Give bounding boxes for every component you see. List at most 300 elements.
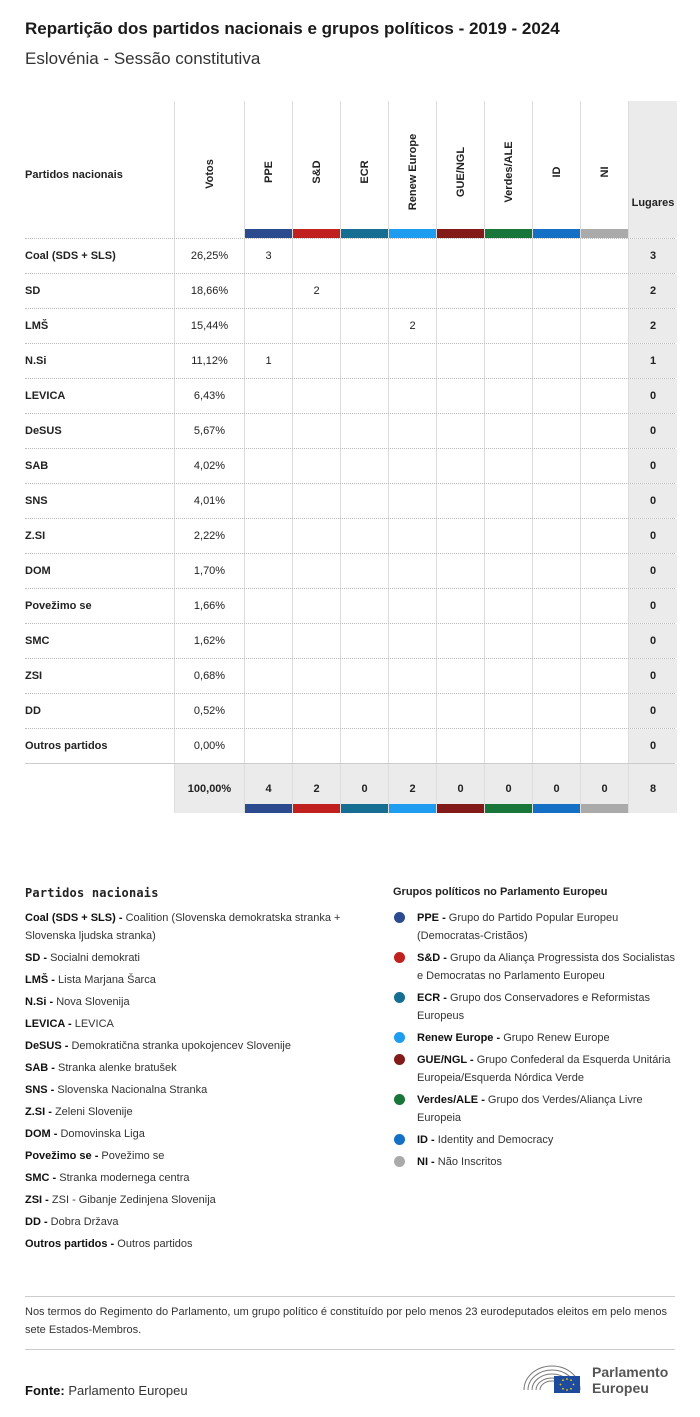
legend-parties-heading: Partidos nacionais [25,886,159,900]
group-column-header [245,101,293,238]
group-seat-cell: 1 [245,344,293,378]
group-seat-cell [245,729,293,763]
group-seat-cell [485,519,533,553]
group-seat-cell [485,729,533,763]
group-seat-cell [341,449,389,483]
group-total-value: 2 [313,782,320,795]
group-total-seats [245,764,293,813]
group-seat-cell [293,239,341,273]
legend-group-abbr: GUE/NGL - [417,1054,474,1066]
group-seat-cell [485,344,533,378]
party-votes: 26,25% [175,239,245,273]
party-name: SD [25,274,175,308]
group-seat-cell [389,519,437,553]
legend-party-name: Nova Slovenija [56,996,130,1008]
group-seat-cell [533,694,581,728]
group-seat-cell [245,589,293,623]
party-seats: 3 [629,239,677,273]
group-column-header [341,101,389,238]
legend-group-name: Grupo da Aliança Progressista dos Socialistas e Democratas no Parlamento Europeu [417,952,676,982]
group-total-seats [341,764,389,813]
table-row [25,273,675,308]
group-color-dot-icon [394,1054,405,1065]
table-row [25,728,675,763]
parliament-hemicycle-icon [520,1360,584,1394]
table-row [25,413,675,448]
group-header-text: PPE [262,160,275,183]
group-seat-cell [293,624,341,658]
group-seat-cell [581,274,629,308]
group-seat-cell [341,554,389,588]
group-total-seats [533,764,581,813]
table-row [25,448,675,483]
group-seat-cell [389,344,437,378]
group-seat-cell [533,274,581,308]
group-seat-cell [293,309,341,343]
legend-party-item [25,1125,365,1143]
party-name: SMC [25,624,175,658]
party-name: N.Si [25,344,175,378]
legend-party-abbr: Coal (SDS + SLS) - [25,912,123,924]
seats-column-header: Lugares [629,101,677,238]
party-name: DOM [25,554,175,588]
group-color-bar [437,804,484,813]
group-total-value: 0 [361,782,368,795]
group-seat-cell [293,414,341,448]
legend-group-item [393,989,683,1025]
table-row [25,553,675,588]
group-seat-cell [341,589,389,623]
total-seats: 8 [629,764,677,813]
group-seat-cell [581,309,629,343]
legend-group-abbr: Renew Europe - [417,1032,501,1044]
group-seat-cell [389,659,437,693]
group-seat-cell [245,554,293,588]
group-seat-cell [437,344,485,378]
party-votes: 0,68% [175,659,245,693]
group-seat-cell [293,729,341,763]
divider [25,1296,675,1297]
party-seats: 0 [629,449,677,483]
legend-group-abbr: PPE - [417,912,446,924]
group-seat-cell [533,659,581,693]
legend-group-abbr: NI - [417,1156,435,1168]
group-seat-cell [293,379,341,413]
legend-party-abbr: N.Si - [25,996,54,1008]
group-seat-cell [533,414,581,448]
group-seat-cell [245,659,293,693]
party-seats: 0 [629,379,677,413]
party-seats: 2 [629,274,677,308]
group-seat-cell [437,554,485,588]
legend-group-name: Grupo Renew Europe [503,1032,610,1044]
party-name: Outros partidos [25,729,175,763]
legend-party-abbr: LMŠ - [25,974,55,986]
party-name: SNS [25,484,175,518]
group-seat-cell [341,309,389,343]
legend-group-item [393,1051,683,1087]
table-row [25,343,675,378]
group-seat-cell [581,554,629,588]
group-seat-cell [581,519,629,553]
legend-group-abbr: S&D - [417,952,447,964]
group-seat-cell [341,379,389,413]
group-total-value: 0 [553,782,560,795]
group-seat-cell [389,729,437,763]
group-seat-cell [533,309,581,343]
divider [25,1349,675,1350]
group-seat-cell [341,484,389,518]
legend-party-item [25,1037,365,1055]
group-seat-cell [533,449,581,483]
group-color-bar [533,229,580,238]
table-header [25,101,675,238]
group-seat-cell [389,239,437,273]
group-seat-cell [485,589,533,623]
legend-party-abbr: DOM - [25,1128,58,1140]
group-color-bar [293,804,340,813]
legend-party-name: Demokratična stranka upokojencev Slovenije [71,1040,291,1052]
group-seat-cell [581,694,629,728]
group-seat-cell [533,554,581,588]
group-column-header [389,101,437,238]
totals-row [25,763,675,813]
legend-party-item [25,1103,365,1121]
legend-group-abbr: Verdes/ALE - [417,1094,485,1106]
group-seat-cell [485,414,533,448]
legend-party-name: ZSI - Gibanje Zedinjena Slovenija [51,1194,216,1206]
group-seat-cell [293,449,341,483]
group-seat-cell [389,694,437,728]
legend-party-item [25,1235,365,1253]
group-seat-cell [485,554,533,588]
group-seat-cell [581,624,629,658]
party-name: ZSI [25,659,175,693]
group-total-value: 4 [265,782,272,795]
legend-group-abbr: ECR - [417,992,447,1004]
footnote: Nos termos do Regimento do Parlamento, um grupo político é constituído por pelo menos 23 eurodeputados eleitos em pelo menos sete Estados-Membros. [25,1306,668,1336]
votes-header-text: Votos [203,159,216,189]
party-seats: 0 [629,659,677,693]
ep-logo [520,1358,680,1398]
legend-group-item [393,1091,683,1127]
party-votes: 15,44% [175,309,245,343]
group-seat-cell [437,449,485,483]
party-seats: 0 [629,589,677,623]
group-header-text: GUE/NGL [454,146,467,198]
group-seat-cell [437,484,485,518]
group-total-seats [293,764,341,813]
group-total-value: 0 [505,782,512,795]
party-votes: 6,43% [175,379,245,413]
group-seat-cell [581,659,629,693]
group-color-bar [389,804,436,813]
group-seat-cell [581,414,629,448]
legend-party-item [25,909,365,945]
group-seat-cell: 3 [245,239,293,273]
legend-party-item [25,1191,365,1209]
group-color-dot-icon [394,1094,405,1105]
party-name: Z.SI [25,519,175,553]
group-seat-cell [485,379,533,413]
legend-party-name: LEVICA [74,1018,114,1030]
group-color-bar [245,229,292,238]
group-seat-cell [389,414,437,448]
legend-party-abbr: DeSUS - [25,1040,69,1052]
legend-party-item [25,993,365,1011]
group-color-bar [341,804,388,813]
group-seat-cell [389,379,437,413]
group-seat-cell [437,274,485,308]
group-seat-cell [437,659,485,693]
group-header-text: NI [598,166,611,178]
group-seat-cell [437,379,485,413]
group-seat-cell [245,414,293,448]
party-name: DeSUS [25,414,175,448]
party-votes: 1,66% [175,589,245,623]
group-seat-cell [293,344,341,378]
group-column-header [437,101,485,238]
party-seats: 0 [629,484,677,518]
table-row [25,308,675,343]
group-color-bar [485,229,532,238]
legend-party-name: Slovenska Nacionalna Stranka [57,1084,208,1096]
group-seat-cell [341,659,389,693]
party-name: Povežimo se [25,589,175,623]
group-seat-cell [389,274,437,308]
page-title: Repartição dos partidos nacionais e grupos políticos - 2019 - 2024 [25,19,560,38]
group-color-dot-icon [394,912,405,923]
group-total-seats [485,764,533,813]
group-color-dot-icon [394,1134,405,1145]
legend-group-name: Grupo do Partido Popular Europeu (Democratas-Cristãos) [417,912,619,942]
party-seats: 0 [629,414,677,448]
legend-party-name: Lista Marjana Šarca [58,974,156,986]
legend-group-name: Grupo Confederal da Esquerda Unitária Europeia/Esquerda Nórdica Verde [417,1054,671,1084]
group-seat-cell: 2 [389,309,437,343]
group-color-bar [581,229,628,238]
group-seat-cell [485,484,533,518]
group-seat-cell [581,729,629,763]
party-votes: 2,22% [175,519,245,553]
group-color-bar [485,804,532,813]
group-seat-cell [437,694,485,728]
legend-party-abbr: Z.SI - [25,1106,52,1118]
party-name: LMŠ [25,309,175,343]
legend-party-abbr: SMC - [25,1172,57,1184]
group-seat-cell [245,449,293,483]
group-seat-cell [245,624,293,658]
logo-line2: Europeu [592,1380,649,1396]
group-seat-cell [581,484,629,518]
party-votes: 18,66% [175,274,245,308]
page-subtitle: Eslovénia - Sessão constitutiva [25,49,261,68]
party-seats: 0 [629,624,677,658]
group-seat-cell: 2 [293,274,341,308]
legend-groups-heading: Grupos políticos no Parlamento Europeu [393,886,608,898]
group-seat-cell [341,624,389,658]
group-header-text: Verdes/ALE [502,141,515,203]
group-seat-cell [245,484,293,518]
group-seat-cell [341,344,389,378]
legend-party-name: Socialni demokrati [50,952,140,964]
legend-group-name: Identity and Democracy [437,1134,554,1146]
group-seat-cell [533,729,581,763]
party-votes: 11,12% [175,344,245,378]
party-votes: 0,00% [175,729,245,763]
legend-party-abbr: SAB - [25,1062,55,1074]
table-row [25,378,675,413]
legend-party-item [25,971,365,989]
legend-party-abbr: SD - [25,952,47,964]
group-seat-cell [245,519,293,553]
party-votes: 4,01% [175,484,245,518]
legend-group-name: Grupo dos Verdes/Aliança Livre Europeia [417,1094,643,1124]
party-seats: 0 [629,729,677,763]
group-column-header [581,101,629,238]
group-total-value: 0 [601,782,608,795]
group-color-dot-icon [394,1032,405,1043]
group-seat-cell [533,344,581,378]
group-seat-cell [485,624,533,658]
group-seat-cell [245,309,293,343]
group-total-seats [389,764,437,813]
group-header-text: Renew Europe [406,133,419,211]
table-row [25,483,675,518]
party-name: SAB [25,449,175,483]
table-row [25,658,675,693]
source [25,1383,188,1398]
legend-party-item [25,1015,365,1033]
legend-party-abbr: ZSI - [25,1194,49,1206]
group-seat-cell [437,519,485,553]
legend-group-item [393,949,683,985]
party-seats: 0 [629,694,677,728]
group-seat-cell [581,344,629,378]
group-seat-cell [293,694,341,728]
legend-party-abbr: Outros partidos - [25,1238,115,1250]
legend-party-name: Domovinska Liga [60,1128,145,1140]
legend-group-abbr: ID - [417,1134,435,1146]
group-seat-cell [485,659,533,693]
group-color-bar [293,229,340,238]
group-seat-cell [485,694,533,728]
source-label: Fonte: [25,1383,65,1398]
legend-party-item [25,1081,365,1099]
party-votes: 4,02% [175,449,245,483]
party-column-header: Partidos nacionais [25,101,175,238]
legend-party-name: Outros partidos [117,1238,193,1250]
party-name: DD [25,694,175,728]
group-seat-cell [437,414,485,448]
party-votes: 1,70% [175,554,245,588]
group-color-bar [389,229,436,238]
group-seat-cell [437,309,485,343]
group-seat-cell [581,239,629,273]
group-seat-cell [293,659,341,693]
legend-party-name: Stranka modernega centra [59,1172,190,1184]
legend-party-name: Povežimo se [101,1150,165,1162]
legend-party-abbr: Povežimo se - [25,1150,99,1162]
group-seat-cell [533,589,581,623]
group-seat-cell [437,729,485,763]
legend-party-item [25,1147,365,1165]
party-votes: 0,52% [175,694,245,728]
group-seat-cell [389,554,437,588]
party-seats: 0 [629,554,677,588]
party-name: LEVICA [25,379,175,413]
group-color-dot-icon [394,952,405,963]
legend-national-parties [25,886,365,1257]
group-color-bar [581,804,628,813]
group-total-value: 0 [457,782,464,795]
legend-group-item [393,909,683,945]
group-seat-cell [485,309,533,343]
group-seat-cell [389,624,437,658]
party-votes: 5,67% [175,414,245,448]
group-color-dot-icon [394,1156,405,1167]
legend-political-groups [393,886,683,1175]
group-seat-cell [485,239,533,273]
group-seat-cell [389,484,437,518]
legend-party-name: Coalition (Slovenska demokratska stranka + Slovenska ljudska stranka) [25,912,341,942]
party-seats: 0 [629,519,677,553]
group-color-bar [245,804,292,813]
group-header-text: ID [550,166,563,178]
group-seat-cell [245,379,293,413]
total-votes: 100,00% [175,764,245,813]
group-header-text: ECR [358,160,371,184]
group-seat-cell [581,449,629,483]
group-column-header [533,101,581,238]
legend-group-name: Não Inscritos [437,1156,502,1168]
group-seat-cell [245,274,293,308]
group-seat-cell [341,239,389,273]
group-seat-cell [485,449,533,483]
group-seat-cell [485,274,533,308]
group-seat-cell [293,519,341,553]
seats-table [25,101,675,813]
logo-line1: Parlamento [592,1364,669,1380]
group-seat-cell [341,729,389,763]
group-column-header [293,101,341,238]
legend-party-item [25,1213,365,1231]
group-total-seats [581,764,629,813]
table-row [25,588,675,623]
group-color-bar [533,804,580,813]
group-seat-cell [341,694,389,728]
group-seat-cell [341,274,389,308]
legend-party-name: Dobra Država [50,1216,119,1228]
legend-group-item [393,1131,683,1149]
legend-party-abbr: SNS - [25,1084,55,1096]
legend-party-name: Zeleni Slovenije [54,1106,133,1118]
group-seat-cell [581,379,629,413]
group-seat-cell [341,414,389,448]
legend-group-item [393,1029,683,1047]
party-seats: 1 [629,344,677,378]
group-seat-cell [389,449,437,483]
votes-column-header [175,101,245,238]
group-color-bar [341,229,388,238]
legend-party-abbr: DD - [25,1216,48,1228]
table-row [25,693,675,728]
party-name: Coal (SDS + SLS) [25,239,175,273]
legend-party-item [25,1059,365,1077]
group-seat-cell [533,519,581,553]
legend-group-name: Grupo dos Conservadores e Reformistas Europeus [417,992,650,1022]
table-row [25,238,675,273]
